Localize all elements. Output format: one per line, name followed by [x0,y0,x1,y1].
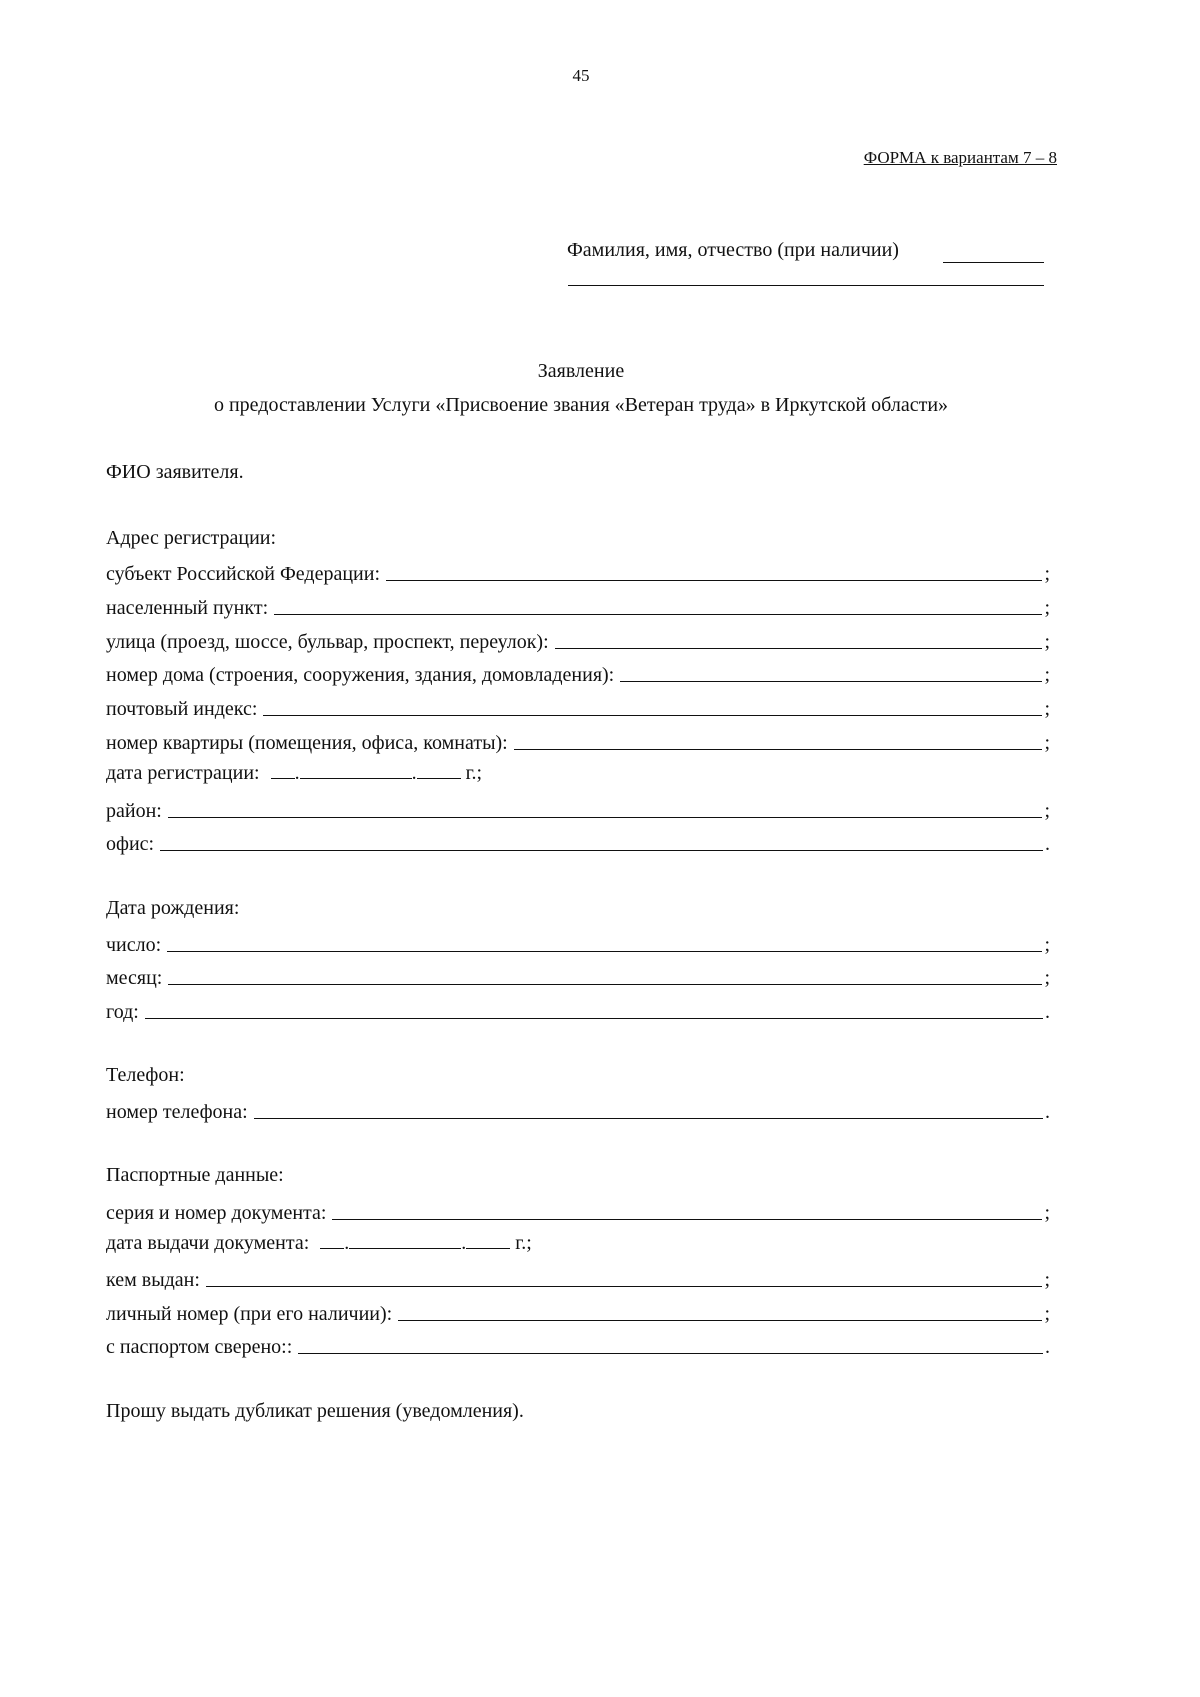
field-input-line[interactable] [167,951,1042,952]
closing-request-text: Прошу выдать дубликат решения (уведомления). [106,1400,524,1422]
field-personal-number[interactable] [106,1298,1050,1326]
field-office[interactable] [106,828,1050,856]
field-terminator: ; [1044,1303,1050,1325]
passport-heading: Паспортные данные: [106,1164,284,1186]
field-terminator: ; [1044,1269,1050,1291]
field-terminator: . [1045,1336,1050,1358]
field-terminator: ; [1044,664,1050,686]
field-terminator: ; [1044,967,1050,989]
field-label: населенный пункт: [106,597,269,619]
applicant-fio-label: ФИО заявителя. [106,461,244,483]
date-suffix: г.; [465,762,483,784]
date-suffix: г.; [515,1232,532,1254]
field-label: номер дома (строения, сооружения, здания, домовладения): [106,664,615,686]
field-input-line[interactable] [168,984,1042,985]
field-input-line[interactable] [254,1118,1043,1119]
field-birth-month[interactable] [106,962,1050,990]
field-input-line[interactable] [274,614,1042,615]
field-terminator: . [1045,1101,1050,1123]
field-label: с паспортом сверено:: [106,1336,293,1358]
birth-heading: Дата рождения: [106,897,240,919]
field-terminator: ; [1044,934,1050,956]
field-label: дата выдачи документа: [106,1232,310,1254]
field-input-line[interactable] [620,681,1042,682]
field-input-line[interactable] [145,1018,1043,1019]
field-input-line[interactable] [555,648,1043,649]
date-year-line[interactable] [417,777,461,779]
field-subject-rf[interactable] [106,558,1050,586]
field-passport-verified[interactable] [106,1331,1050,1359]
field-registration-date[interactable]: дата регистрации: . . г.; [106,762,483,784]
date-month-line[interactable] [300,777,412,779]
field-label: число: [106,934,162,956]
document-title: Заявление [537,360,625,382]
field-terminator: ; [1044,597,1050,619]
field-input-line[interactable] [386,580,1042,581]
phone-heading: Телефон: [106,1064,185,1086]
field-input-line[interactable] [514,749,1043,750]
field-label: кем выдан: [106,1269,200,1291]
fio-input-line[interactable] [943,262,1044,263]
field-house-number[interactable] [106,659,1050,687]
field-phone-number[interactable] [106,1096,1050,1124]
document-subtitle: о предоставлении Услуги «Присвоение звания «Ветеран труда» в Иркутской области» [213,394,949,416]
field-input-line[interactable] [206,1286,1042,1287]
field-document-number[interactable] [106,1197,1050,1225]
field-issue-date[interactable]: дата выдачи документа: . . г.; [106,1232,532,1254]
field-label: дата регистрации: [106,762,260,784]
field-issued-by[interactable] [106,1264,1050,1292]
date-day-line[interactable] [271,777,295,779]
field-district[interactable] [106,795,1050,823]
field-terminator: ; [1044,732,1050,754]
field-input-line[interactable] [298,1353,1043,1354]
field-label: год: [106,1001,139,1023]
date-month-line[interactable] [349,1247,461,1249]
field-terminator: . [1045,833,1050,855]
field-birth-day[interactable] [106,929,1050,957]
fio-input-line-2[interactable] [568,285,1044,286]
field-locality[interactable] [106,592,1050,620]
field-label: почтовый индекс: [106,698,258,720]
fio-header-label: Фамилия, имя, отчество (при наличии) [567,239,899,261]
field-terminator: ; [1044,800,1050,822]
field-label: номер телефона: [106,1101,248,1123]
field-label: серия и номер документа: [106,1202,327,1224]
field-label: личный номер (при его наличии): [106,1303,393,1325]
field-input-line[interactable] [263,715,1042,716]
page-number: 45 [572,66,590,85]
address-heading: Адрес регистрации: [106,527,277,549]
field-label: месяц: [106,967,163,989]
field-terminator: . [1045,1001,1050,1023]
form-reference: ФОРМА к вариантам 7 – 8 [863,148,1057,167]
field-street[interactable] [106,626,1050,654]
field-label: район: [106,800,162,822]
field-label: офис: [106,833,155,855]
field-terminator: ; [1044,631,1050,653]
date-year-line[interactable] [466,1247,510,1249]
field-postal-code[interactable] [106,693,1050,721]
field-input-line[interactable] [168,817,1043,818]
field-label: улица (проезд, шоссе, бульвар, проспект, переулок): [106,631,549,653]
field-terminator: ; [1044,1202,1050,1224]
date-day-line[interactable] [320,1247,344,1249]
field-terminator: ; [1044,698,1050,720]
field-input-line[interactable] [332,1219,1042,1220]
field-input-line[interactable] [160,850,1043,851]
field-birth-year[interactable] [106,996,1050,1024]
field-label: субъект Российской Федерации: [106,563,381,585]
field-terminator: ; [1044,563,1050,585]
field-label: номер квартиры (помещения, офиса, комнаты): [106,732,508,754]
field-apartment[interactable] [106,727,1050,755]
field-input-line[interactable] [398,1320,1042,1321]
